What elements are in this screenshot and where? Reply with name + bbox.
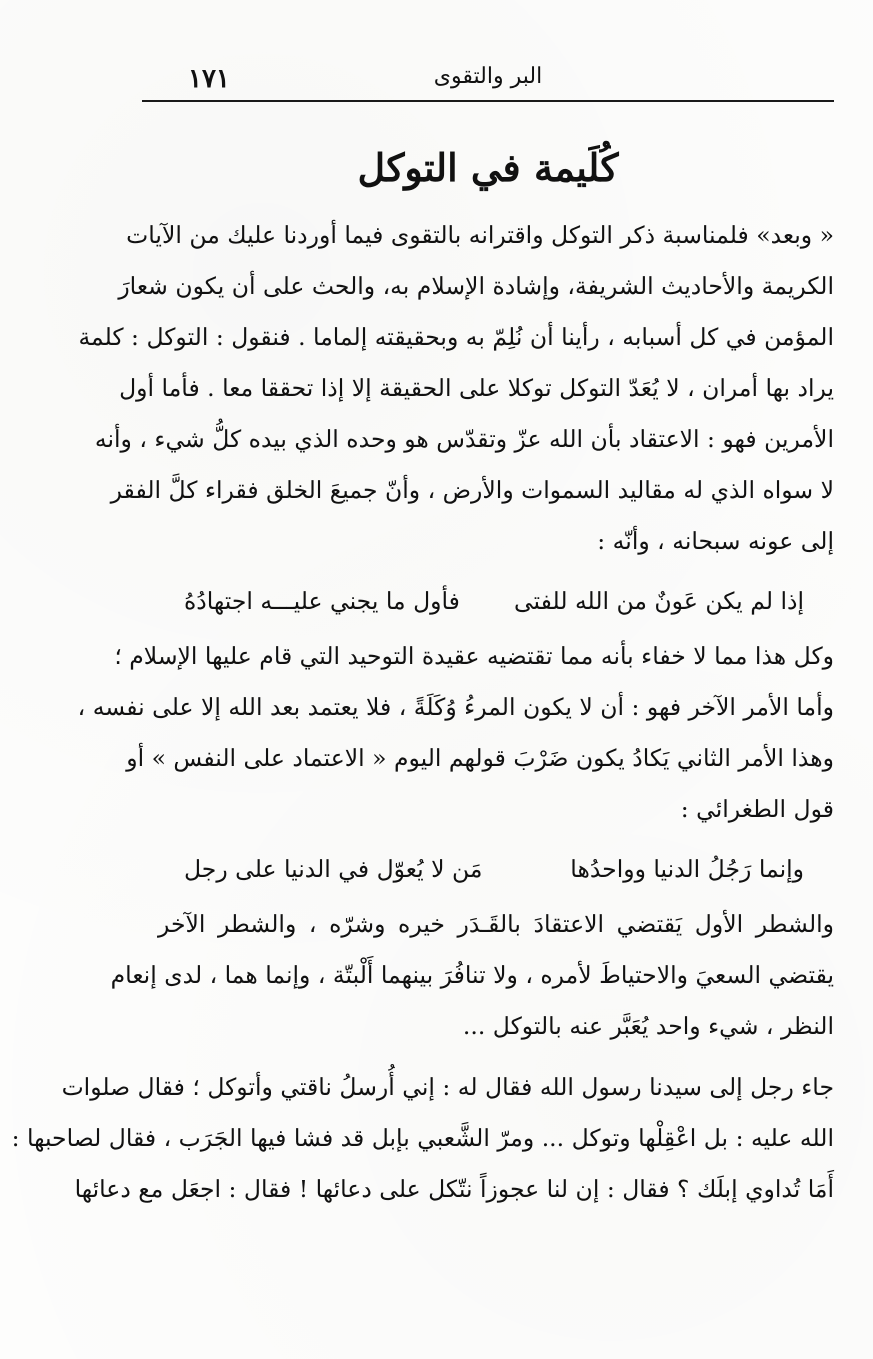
text-line: والشطر الأول يَقتضي الاعتقادَ بالقَـدَر خيره وشرّه ، والشطر الآخر bbox=[158, 910, 834, 938]
verse-second-hemistich: مَن لا يُعوّل في الدنيا على رجل bbox=[184, 855, 483, 883]
text-line: وكل هذا مما لا خفاء بأنه مما تقتضيه عقيدة التوحيد التي قام عليها الإسلام ؛ bbox=[114, 642, 834, 670]
text-line: « وبعد» فلمناسبة ذكر التوكل واقترانه بالتقوى فيما أوردنا عليك من الآيات bbox=[126, 221, 834, 249]
verse bbox=[158, 571, 834, 631]
text-line: المؤمن في كل أسبابه ، رأينا أن نُلِمّ به وبحقيقته إلماما . فنقول : التوكل : كلمة bbox=[78, 323, 834, 351]
verse-second-hemistich: فأول ما يجني عليـــه اجتهادُهُ bbox=[184, 587, 460, 615]
text-line: جاء رجل إلى سيدنا رسول الله فقال له : إني أُرسلُ ناقتي وأتوكل ؛ فقال صلوات bbox=[61, 1073, 834, 1101]
page-number: ١٧١ bbox=[188, 64, 230, 94]
body-text bbox=[11, 210, 834, 1215]
text-line: الله عليه : بل اعْقِلْها وتوكل ... ومرّ الشَّعبي بإبل قد فشا فيها الجَرَب ، فقال لصاحبها : bbox=[11, 1124, 834, 1152]
chapter-title: كُلَيمة في التوكل bbox=[357, 145, 619, 190]
text-line: يراد بها أمران ، لا يُعَدّ التوكل توكلا على الحقيقة إلا إذا تحققا معا . فأما أول bbox=[119, 374, 834, 402]
text-line: قول الطغرائي : bbox=[680, 795, 834, 823]
text-line: وأما الأمر الآخر فهو : أن لا يكون المرءُ وُكَلَةً ، فلا يعتمد بعد الله إلا على نفسه ، bbox=[77, 693, 834, 721]
text-line: الكريمة والأحاديث الشريفة، وإشادة الإسلام به، والحث على أن يكون شعارَ bbox=[118, 272, 834, 300]
text-line: أَمَا تُداوي إبلَك ؟ فقال : إن لنا عجوزاً نتّكل على دعائها ! فقال : اجعَل مع دعائها bbox=[74, 1175, 834, 1203]
verse-first-hemistich: وإنما رَجُلُ الدنيا وواحدُها bbox=[570, 855, 804, 883]
page-header bbox=[142, 56, 834, 98]
text-line: وهذا الأمر الثاني يَكادُ يكون ضَرْبَ قولهم اليوم « الاعتماد على النفس » أو bbox=[126, 744, 834, 772]
text-line: لا سواه الذي له مقاليد السموات والأرض ، وأنّ جميعَ الخلق فقراء كلَّ الفقر bbox=[110, 476, 834, 504]
text-line: النظر ، شيء واحد يُعَبَّر عنه بالتوكل ... bbox=[462, 1012, 834, 1040]
header-rule bbox=[142, 100, 834, 102]
text-line: يقتضي السعيَ والاحتياطَ لأمره ، ولا تنافُرَ بينهما أَلْبتّة ، وإنما هما ، لدى إنعام bbox=[110, 961, 834, 989]
text-line: إلى عونه سبحانه ، وأنّه : bbox=[597, 527, 834, 555]
text-line: الأمرين فهو : الاعتقاد بأن الله عزّ وتقدّس هو وحده الذي بيده كلُّ شيء ، وأنه bbox=[94, 425, 834, 453]
running-title: البر والتقوى bbox=[433, 64, 543, 89]
verse-first-hemistich: إذا لم يكن عَونٌ من الله للفتى bbox=[513, 587, 804, 615]
verse bbox=[158, 839, 834, 899]
